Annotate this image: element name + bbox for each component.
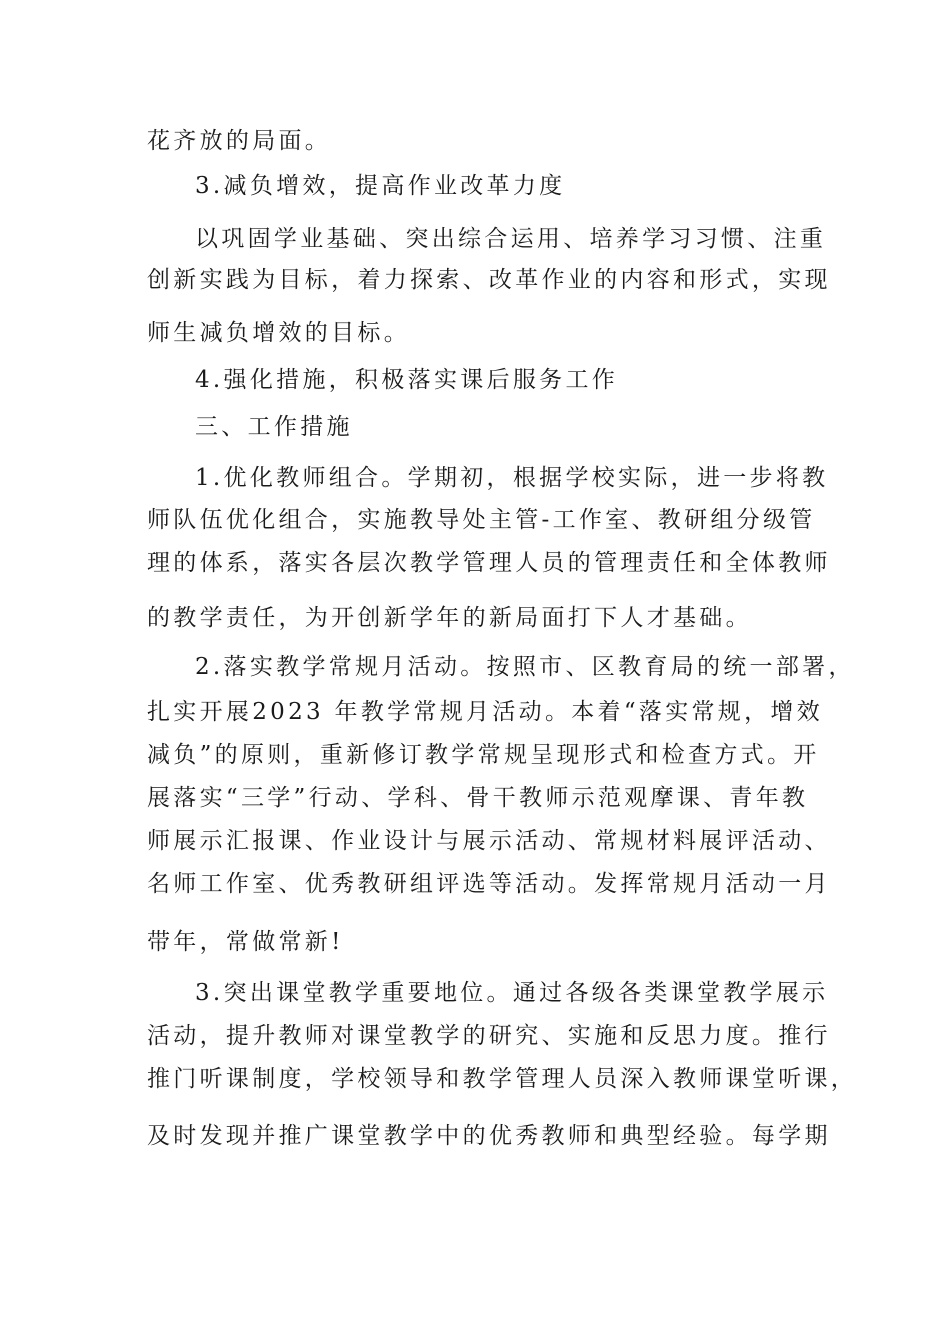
text-line: 师队伍优化组合，实施教导处主管-工作室、教研组分级管	[147, 507, 816, 533]
text-line: 师展示汇报课、作业设计与展示活动、常规材料展评活动、	[147, 828, 831, 854]
section-heading: 4.强化措施，积极落实课后服务工作	[195, 367, 619, 393]
text-line: 师生减负增效的目标。	[147, 320, 410, 346]
text-line: 以巩固学业基础、突出综合运用、培养学习习惯、注重	[195, 226, 827, 252]
text-line: 理的体系，落实各层次教学管理人员的管理责任和全体教师	[147, 550, 831, 576]
text-line: 带年，常做常新!	[147, 929, 344, 955]
text-line: 减负”的原则，重新修订教学常规呈现形式和检查方式。开	[147, 742, 820, 768]
text-line: 名师工作室、优秀教研组评选等活动。发挥常规月活动一月	[147, 871, 831, 897]
text-line: 活动，提升教师对课堂教学的研究、实施和反思力度。推行	[147, 1023, 831, 1049]
text-line: 及时发现并推广课堂教学中的优秀教师和典型经验。每学期	[147, 1123, 831, 1149]
text-line: 创新实践为目标，着力探索、改革作业的内容和形式，实现	[147, 267, 831, 293]
text-line: 花齐放的局面。	[147, 128, 332, 154]
text-line: 的教学责任，为开创新学年的新局面打下人才基础。	[147, 605, 752, 631]
text-line: 推门听课制度，学校领导和教学管理人员深入教师课堂听课，	[147, 1066, 858, 1092]
text-line: 2.落实教学常规月活动。按照市、区教育局的统一部署，	[195, 654, 855, 680]
text-line: 3.突出课堂教学重要地位。通过各级各类课堂教学展示	[195, 980, 829, 1006]
section-heading: 3.减负增效，提高作业改革力度	[195, 173, 566, 199]
section-heading: 三、工作措施	[195, 414, 353, 440]
text-line: 1.优化教师组合。学期初，根据学校实际，进一步将教	[195, 465, 829, 491]
text-line: 展落实“三学”行动、学科、骨干教师示范观摩课、青年教	[147, 785, 809, 811]
text-line: 扎实开展2023 年教学常规月活动。本着“落实常规，增效	[147, 699, 824, 725]
